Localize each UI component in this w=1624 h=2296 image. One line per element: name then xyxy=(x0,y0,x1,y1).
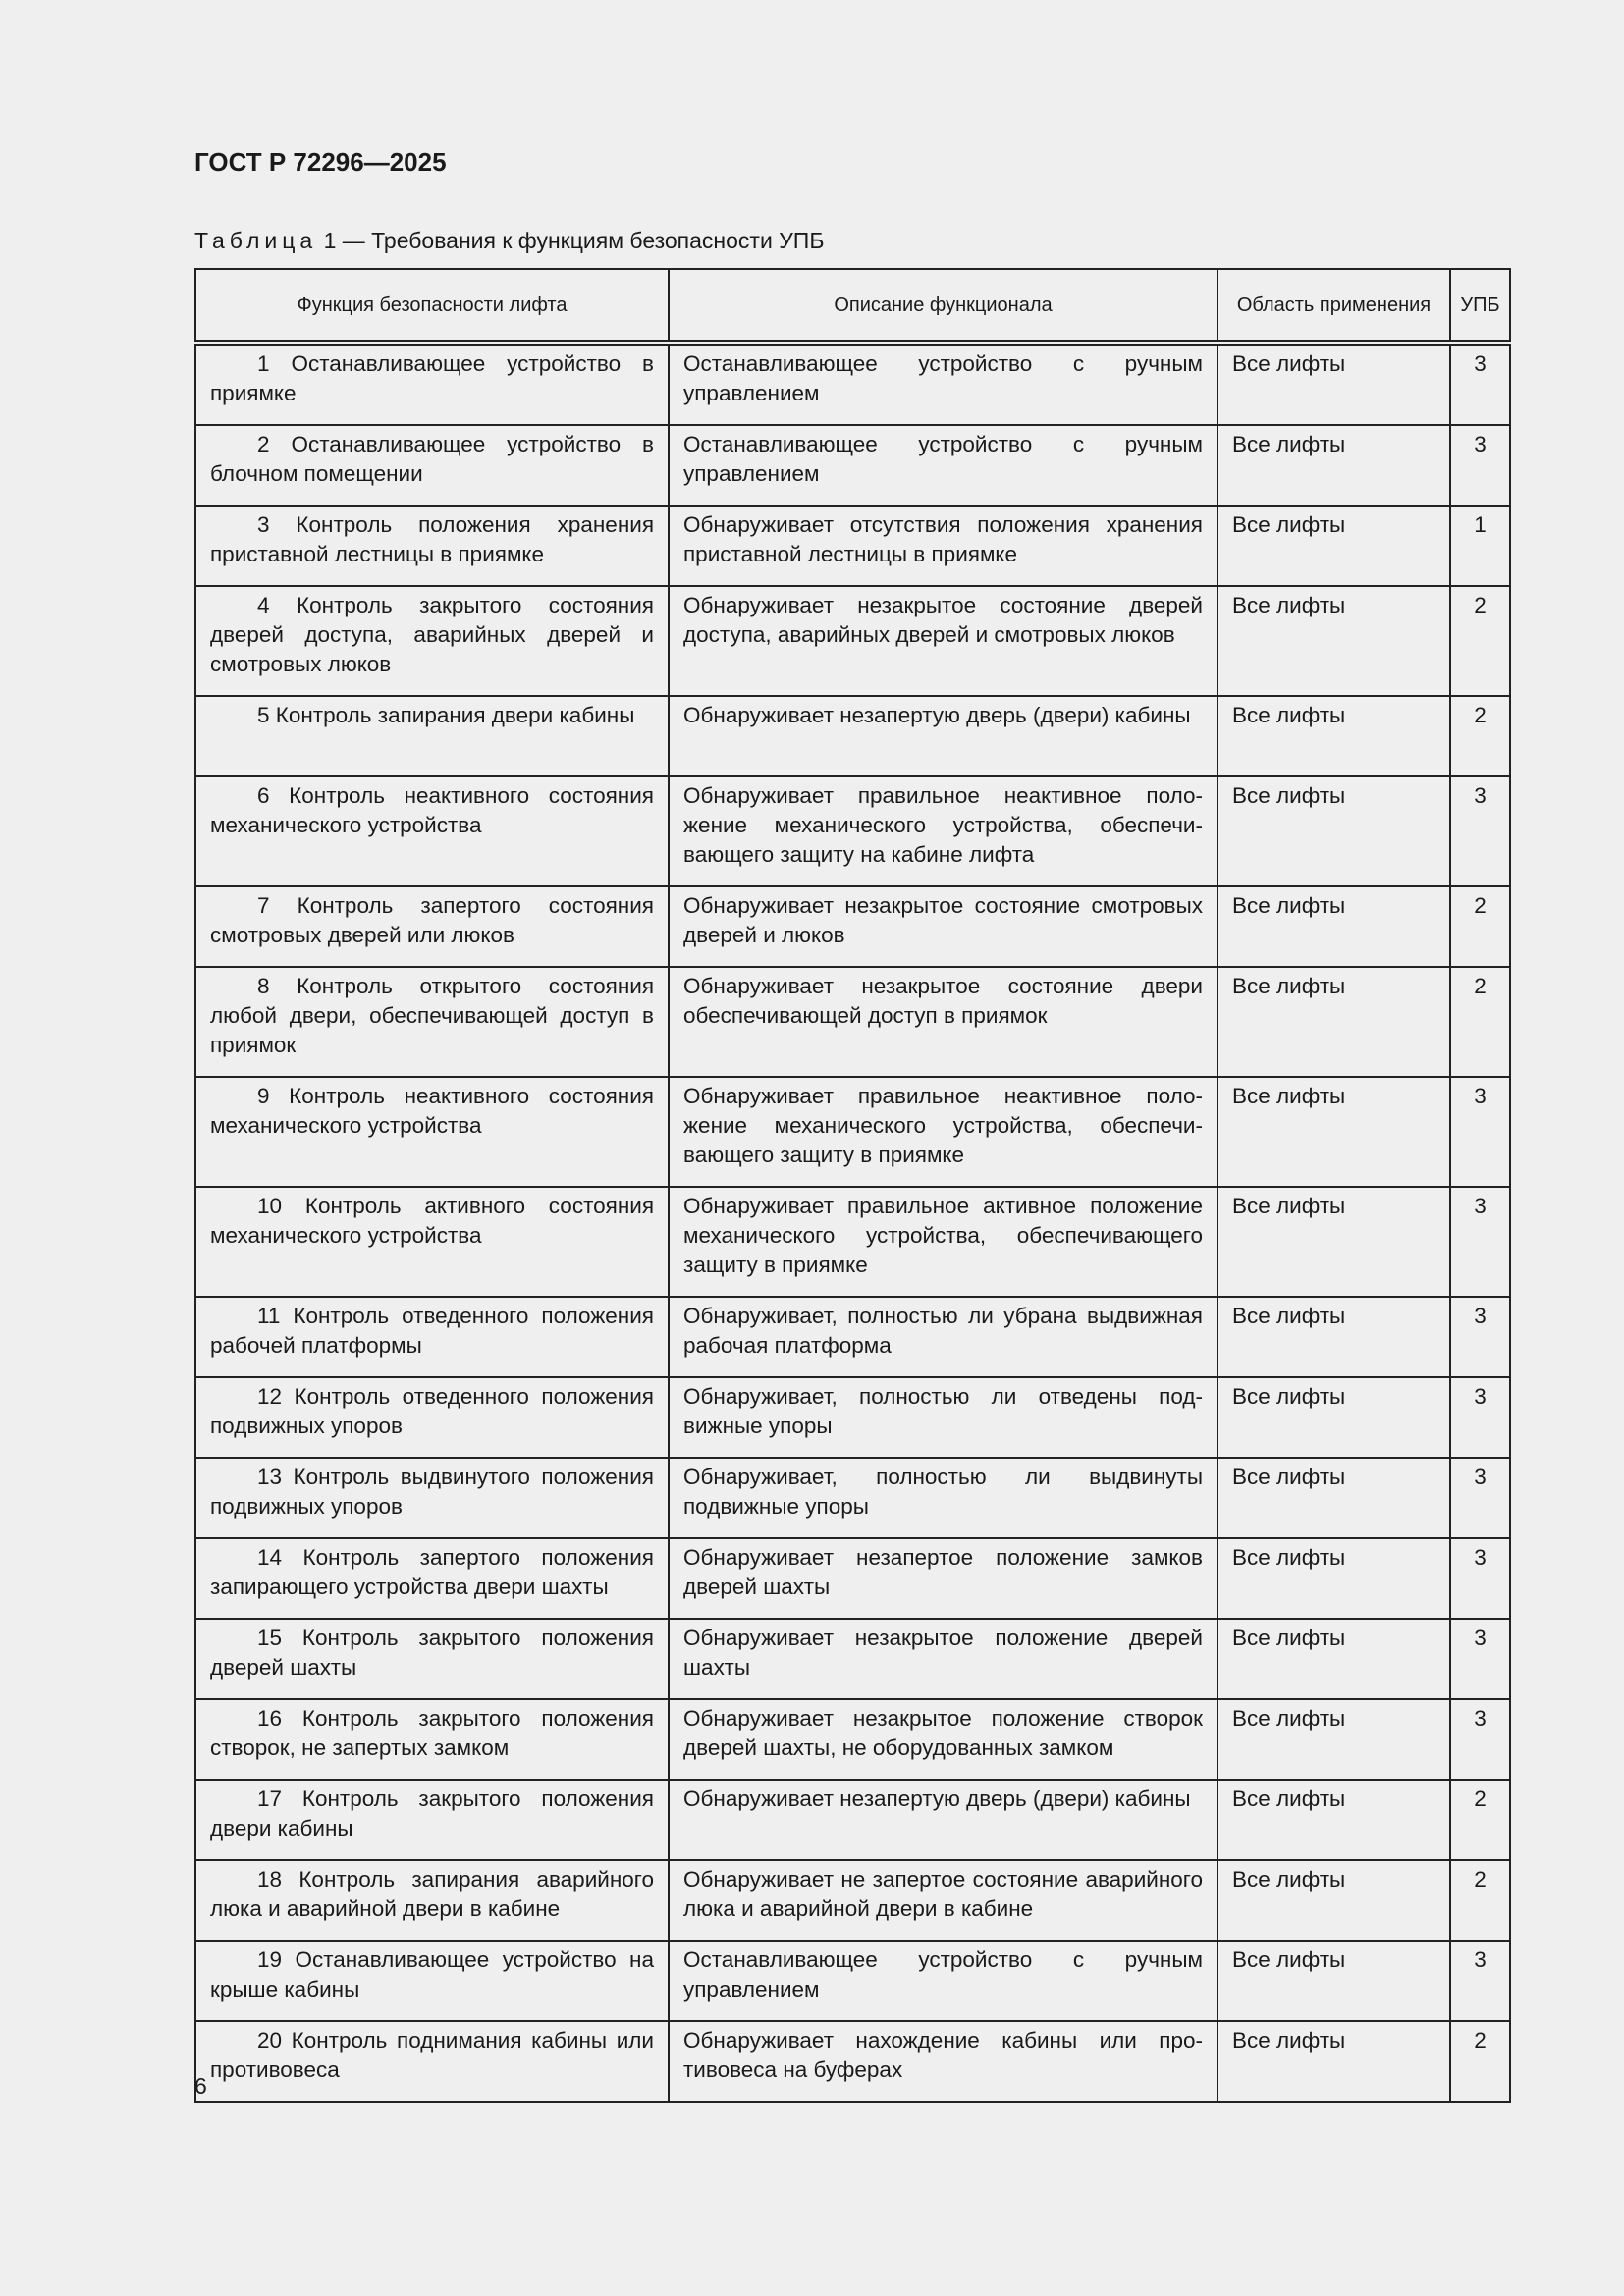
function-cell: 5 Контроль запирания двери кабины xyxy=(195,696,669,776)
requirements-table xyxy=(194,268,1511,2103)
upb-cell: 3 xyxy=(1450,776,1510,886)
column-header-function: Функция безопасности лифта xyxy=(195,269,669,343)
description-cell: Обнаруживает правильное активное положение механического устройства, обеспечивающего защиту в приямке xyxy=(669,1187,1218,1297)
scope-cell: Все лифты xyxy=(1218,696,1450,776)
upb-cell: 3 xyxy=(1450,1941,1510,2021)
table-row xyxy=(195,886,1510,967)
upb-cell: 2 xyxy=(1450,967,1510,1077)
upb-cell: 2 xyxy=(1450,586,1510,696)
table-caption-word: Таблица xyxy=(194,228,318,253)
table-row xyxy=(195,1941,1510,2021)
table-header-row xyxy=(195,269,1510,343)
upb-cell: 3 xyxy=(1450,1538,1510,1619)
function-cell: 6 Контроль неактивного состояния механического устройства xyxy=(195,776,669,886)
function-cell: 15 Контроль закрытого положения дверей шахты xyxy=(195,1619,669,1699)
table-row xyxy=(195,1860,1510,1941)
description-cell: Обнаруживает незакрытое состояние двери обеспечивающей доступ в приямок xyxy=(669,967,1218,1077)
upb-cell: 3 xyxy=(1450,343,1510,425)
table-row xyxy=(195,967,1510,1077)
description-cell: Обнаруживает, полностью ли убрана выдвижная рабочая платформа xyxy=(669,1297,1218,1377)
description-cell: Обнаруживает незакрытое положение створок дверей шахты, не оборудованных замком xyxy=(669,1699,1218,1780)
function-cell: 14 Контроль запертого положения запирающего устройства двери шахты xyxy=(195,1538,669,1619)
table-row xyxy=(195,586,1510,696)
description-cell: Обнаруживает незапертое положение замков дверей шахты xyxy=(669,1538,1218,1619)
function-cell: 11 Контроль отведенного положения рабочей платформы xyxy=(195,1297,669,1377)
table-row xyxy=(195,343,1510,425)
document-code: ГОСТ Р 72296—2025 xyxy=(194,147,447,177)
upb-cell: 3 xyxy=(1450,1458,1510,1538)
function-cell: 12 Контроль отведенного положения подвижных упоров xyxy=(195,1377,669,1458)
scope-cell: Все лифты xyxy=(1218,1297,1450,1377)
scope-cell: Все лифты xyxy=(1218,343,1450,425)
function-cell: 8 Контроль открытого состояния любой двери, обеспечивающей доступ в приямок xyxy=(195,967,669,1077)
table-row xyxy=(195,1077,1510,1187)
description-cell: Обнаруживает, полностью ли отведены подвижные упоры xyxy=(669,1377,1218,1458)
scope-cell: Все лифты xyxy=(1218,2021,1450,2102)
description-cell: Останавливающее устройство с ручным управлением xyxy=(669,1941,1218,2021)
scope-cell: Все лифты xyxy=(1218,1619,1450,1699)
upb-cell: 2 xyxy=(1450,696,1510,776)
function-cell: 7 Контроль запертого состояния смотровых дверей или люков xyxy=(195,886,669,967)
description-cell: Останавливающее устройство с ручным управлением xyxy=(669,343,1218,425)
description-cell: Обнаруживает незапертую дверь (двери) кабины xyxy=(669,696,1218,776)
description-cell: Обнаруживает нахождение кабины или противовеса на буферах xyxy=(669,2021,1218,2102)
scope-cell: Все лифты xyxy=(1218,1538,1450,1619)
function-cell: 3 Контроль положения хранения приставной лестницы в приямке xyxy=(195,506,669,586)
column-header-description: Описание функционала xyxy=(669,269,1218,343)
table-caption xyxy=(194,228,824,254)
table-row xyxy=(195,506,1510,586)
description-cell: Обнаруживает незакрытое состояние дверей доступа, аварийных дверей и смотровых люков xyxy=(669,586,1218,696)
table-row xyxy=(195,1538,1510,1619)
scope-cell: Все лифты xyxy=(1218,967,1450,1077)
table-row xyxy=(195,1699,1510,1780)
upb-cell: 1 xyxy=(1450,506,1510,586)
upb-cell: 3 xyxy=(1450,1619,1510,1699)
function-cell: 16 Контроль закрытого положения створок, не запертых замком xyxy=(195,1699,669,1780)
function-cell: 20 Контроль поднимания кабины или противовеса xyxy=(195,2021,669,2102)
table-body xyxy=(195,343,1510,2102)
scope-cell: Все лифты xyxy=(1218,776,1450,886)
table-row xyxy=(195,1780,1510,1860)
function-cell: 18 Контроль запирания аварийного люка и аварийной двери в кабине xyxy=(195,1860,669,1941)
function-cell: 17 Контроль закрытого положения двери кабины xyxy=(195,1780,669,1860)
upb-cell: 3 xyxy=(1450,425,1510,506)
description-cell: Обнаруживает правильное неактивное положение механического устройства, обеспечивающего защиту в приямке xyxy=(669,1077,1218,1187)
scope-cell: Все лифты xyxy=(1218,1187,1450,1297)
upb-cell: 2 xyxy=(1450,1780,1510,1860)
scope-cell: Все лифты xyxy=(1218,506,1450,586)
table-caption-text: 1 — Требования к функциям безопасности УПБ xyxy=(317,228,825,253)
scope-cell: Все лифты xyxy=(1218,1458,1450,1538)
upb-cell: 2 xyxy=(1450,2021,1510,2102)
table-row xyxy=(195,425,1510,506)
description-cell: Обнаруживает незакрытое положение дверей шахты xyxy=(669,1619,1218,1699)
upb-cell: 3 xyxy=(1450,1699,1510,1780)
scope-cell: Все лифты xyxy=(1218,1699,1450,1780)
table-row xyxy=(195,2021,1510,2102)
scope-cell: Все лифты xyxy=(1218,1941,1450,2021)
description-cell: Обнаруживает незакрытое состояние смотровых дверей и люков xyxy=(669,886,1218,967)
scope-cell: Все лифты xyxy=(1218,1860,1450,1941)
function-cell: 1 Останавливающее устройство в приямке xyxy=(195,343,669,425)
column-header-upb: УПБ xyxy=(1450,269,1510,343)
upb-cell: 3 xyxy=(1450,1077,1510,1187)
scope-cell: Все лифты xyxy=(1218,1377,1450,1458)
function-cell: 9 Контроль неактивного состояния механического устройства xyxy=(195,1077,669,1187)
scope-cell: Все лифты xyxy=(1218,1077,1450,1187)
page-number: 6 xyxy=(194,2073,207,2099)
scope-cell: Все лифты xyxy=(1218,425,1450,506)
function-cell: 10 Контроль активного состояния механического устройства xyxy=(195,1187,669,1297)
function-cell: 2 Останавливающее устройство в блочном помещении xyxy=(195,425,669,506)
upb-cell: 3 xyxy=(1450,1377,1510,1458)
function-cell: 19 Останавливающее устройство на крыше кабины xyxy=(195,1941,669,2021)
function-cell: 4 Контроль закрытого состояния дверей доступа, аварийных дверей и смотровых люков xyxy=(195,586,669,696)
table-row xyxy=(195,1458,1510,1538)
description-cell: Обнаруживает, полностью ли выдвинуты подвижные упоры xyxy=(669,1458,1218,1538)
table-row xyxy=(195,1619,1510,1699)
upb-cell: 3 xyxy=(1450,1297,1510,1377)
table-row xyxy=(195,1377,1510,1458)
column-header-scope: Область применения xyxy=(1218,269,1450,343)
description-cell: Обнаруживает правильное неактивное положение механического устройства, обеспечивающего защиту на кабине лифта xyxy=(669,776,1218,886)
upb-cell: 3 xyxy=(1450,1187,1510,1297)
scope-cell: Все лифты xyxy=(1218,586,1450,696)
table-row xyxy=(195,1187,1510,1297)
table-row xyxy=(195,776,1510,886)
description-cell: Останавливающее устройство с ручным управлением xyxy=(669,425,1218,506)
upb-cell: 2 xyxy=(1450,1860,1510,1941)
function-cell: 13 Контроль выдвинутого положения подвижных упоров xyxy=(195,1458,669,1538)
scope-cell: Все лифты xyxy=(1218,886,1450,967)
upb-cell: 2 xyxy=(1450,886,1510,967)
description-cell: Обнаруживает не запертое состояние аварийного люка и аварийной двери в кабине xyxy=(669,1860,1218,1941)
table-row xyxy=(195,696,1510,776)
description-cell: Обнаруживает отсутствия положения хранения приставной лестницы в приямке xyxy=(669,506,1218,586)
table-row xyxy=(195,1297,1510,1377)
description-cell: Обнаруживает незапертую дверь (двери) кабины xyxy=(669,1780,1218,1860)
scope-cell: Все лифты xyxy=(1218,1780,1450,1860)
